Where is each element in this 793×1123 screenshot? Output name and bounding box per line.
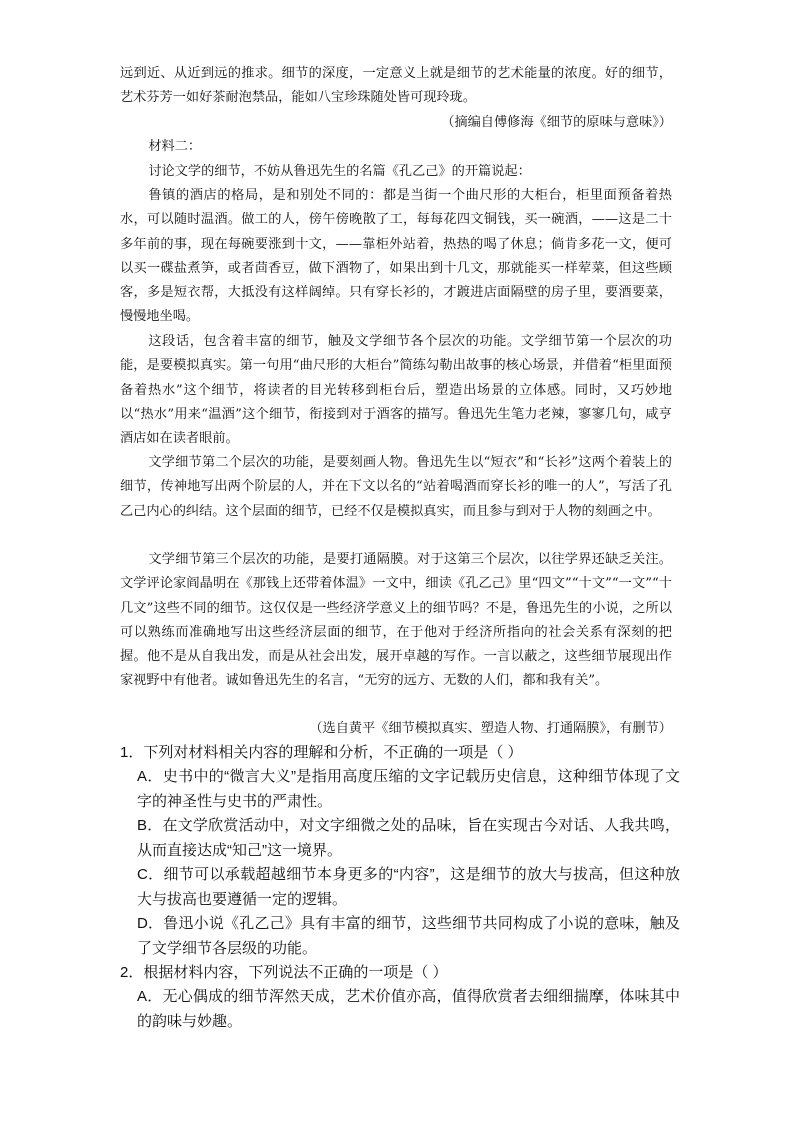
question-1-option-a[interactable]: A．史书中的“微言大义”是指用高度压缩的文字记载历史信息，这种细节体现了文字的神圣性与史书的严肃性。 <box>137 768 680 810</box>
question-1-option-c[interactable]: C．细节可以承载超越细节本身更多的“内容”，这是细节的放大与拔高，但这种放大与拔高也要遵循一定的逻辑。 <box>137 866 680 908</box>
material2-para3: 文学细节第三个层次的功能，是要打通隔膜。对于这第三个层次，以往学界还缺乏关注。文学评论家阎晶明在《那钱上还带着体温》一文中，细读《孔乙己》里“四文”“十文”“一文”“十几文”这些不同的细节。这仅仅是一些经济学意义上的细节吗？不是，鲁迅先生的小说，之所以可以熟练而准确地写出这些经济层面的细节，在于他对于经济所指向的社会关系有深刻的把握。他不是从自我出发，而是从社会出发，展开卓越的写作。一言以蔽之，这些细节展现出作家视野中有他者。诚如鲁迅先生的名言，“无穷的远方、无数的人们，都和我有关”。 <box>120 552 672 689</box>
material2-title: 材料二： <box>148 139 202 154</box>
material1-source: （摘编自傅修海《细节的原味与意味》） <box>441 115 672 130</box>
material1-tail: 远到近、从近到远的推求。细节的深度，一定意义上就是细节的艺术能量的浓度。好的细节，艺术芬芳一如好茶耐泡禁品，能如八宝珍珠随处皆可现玲珑。 <box>120 66 672 106</box>
material2-intro: 讨论文学的细节，不妨从鲁迅先生的名篇《孔乙己》的开篇说起： <box>148 164 531 179</box>
question-2-stem: 2．根据材料内容，下列说法不正确的一项是（ ） <box>120 964 448 981</box>
material2-para1: 这段话，包含着丰富的细节，触及文学细节各个层次的功能。文学细节第一个层次的功能，是要模拟真实。第一句用“曲尺形的大柜台”简练勾勒出故事的核心场景，并借着“柜里面预备着热水”这个细节，将读者的目光转移到柜台后，塑造出场景的立体感。同时，又巧妙地以“热水”用来“温酒”这个细节，衔接到对于酒客的描写。鲁迅先生笔力老辣，寥寥几句，咸亨酒店如在读者眼前。 <box>120 334 672 447</box>
question-2-option-a[interactable]: A．无心偶成的细节浑然天成，艺术价值亦高，值得欣赏者去细细揣摩，体味其中的韵味与妙趣。 <box>137 988 680 1030</box>
question-1-stem: 1．下列对材料相关内容的理解和分析，不正确的一项是（ ） <box>120 744 523 761</box>
question-1-option-d[interactable]: D．鲁迅小说《孔乙己》具有丰富的细节，这些细节共同构成了小说的意味，触及了文学细节各层级的功能。 <box>137 915 680 957</box>
material2-para2: 文学细节第二个层次的功能，是要刻画人物。鲁迅先生以“短衣”和“长衫”这两个着装上的细节，传神地写出两个阶层的人，并在下文以名的“站着喝酒而穿长衫的唯一的人”，写活了孔乙己内心的纠结。这个层面的细节，已经不仅是模拟真实，而且参与到对于人物的刻画之中。 <box>120 455 672 519</box>
question-1-option-b[interactable]: B．在文学欣赏活动中，对文字细微之处的品味，旨在实现古今对话、人我共鸣，从而直接达成“知己”这一境界。 <box>137 817 680 859</box>
material2-source: （选自黄平《细节模拟真实、塑造人物、打通隔膜》，有删节） <box>309 721 672 736</box>
material2-quote: 鲁镇的酒店的格局，是和别处不同的：都是当街一个曲尺形的大柜台，柜里面预备着热水，可以随时温酒。做工的人，傍午傍晚散了工，每每花四文铜钱，买一碗酒，——这是二十多年前的事，现在每碗要涨到十文，——靠柜外站着，热热的喝了休息；倘肯多花一文，便可以买一碟盐煮笋，或者茴香豆，做下酒物了，如果出到十几文，那就能买一样荤菜，但这些顾客，多是短衣帮，大抵没有这样阔绰。只有穿长衫的，才踱进店面隔壁的房子里，要酒要菜，慢慢地坐喝。 <box>120 188 672 325</box>
